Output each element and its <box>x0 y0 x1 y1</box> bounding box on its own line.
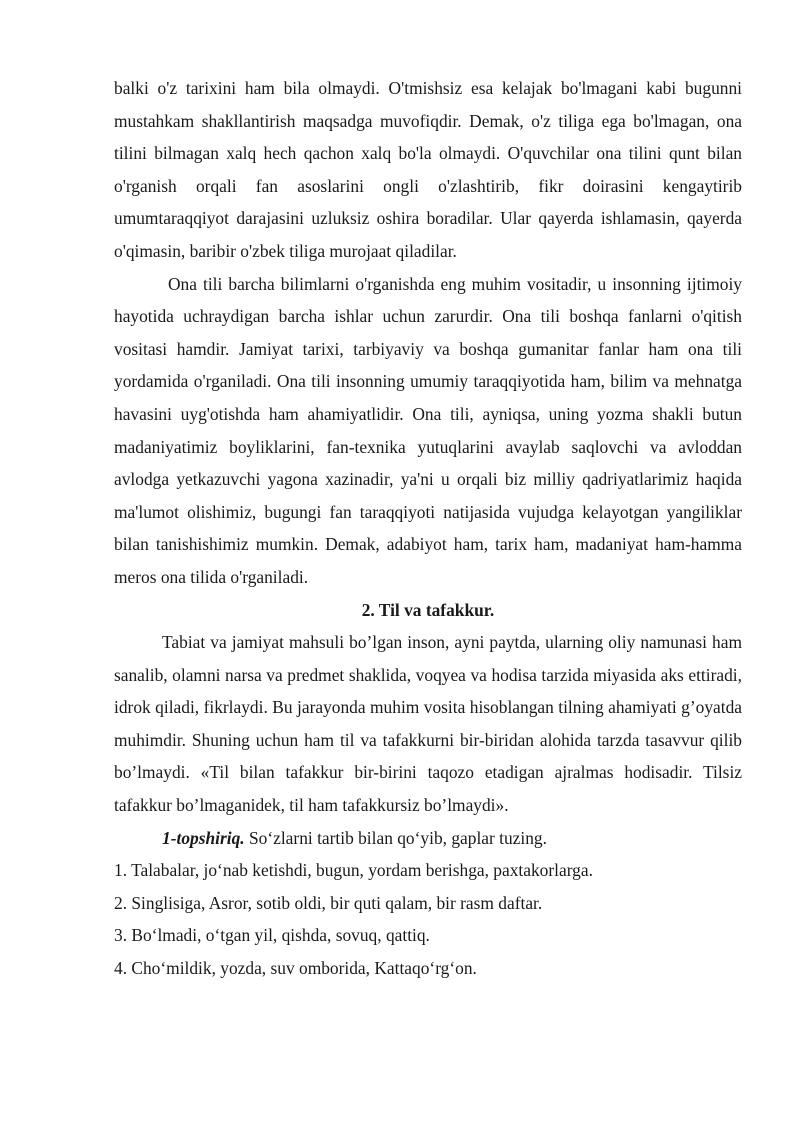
task-line <box>114 822 742 855</box>
section-heading: 2. Til va tafakkur. <box>361 599 495 620</box>
task-item-3: 3. Bo‘lmadi, o‘tgan yil, qishda, sovuq, qattiq. <box>114 925 430 946</box>
document-page <box>114 72 742 985</box>
paragraph-ona-tili: Ona tili barcha bilimlarni o'rganishda eng muhim vositadir, u insonning ijtimoiy hayotida uchraydigan barcha ishlar uchun zarurdir. Ona tili boshqa fanlarni o'qitish vositasi hamdir. Jamiyat tarixi, tarbiyaviy va boshqa gumanitar fanlar ham ona tili yordamida o'rganiladi. Ona tili insonning umumiy taraqqiyotida ham, bilim va mehnatga havasini uyg'otishda ham ahamiyatlidir. Ona tili, ayniqsa, uning yozma shakli butun madaniyatimiz boyliklarini, fan-texnika yutuqlarini avaylab saqlovchi va avloddan avlodga yetkazuvchi yagona xazinadir, ya'ni u orqali biz milliy qadriyatlarimiz haqida ma'lumot olishimiz, bugungi fan taraqqiyoti natijasida vujudga kelayotgan yangiliklar bilan tanishishimiz mumkin. Demak, adabiyot ham, tarix ham, madaniyat ham-hamma meros ona tilida o'rganiladi. <box>114 273 742 587</box>
task-item-1: 1. Talabalar, jo‘nab ketishdi, bugun, yordam berishga, paxtakorlarga. <box>114 860 593 881</box>
paragraph-til-tafakkur: Tabiat va jamiyat mahsuli bo’lgan inson, ayni paytda, ularning oliy namunasi ham sanalib, olamni narsa va predmet shaklida, voqyea va hodisa tarzida miyasida aks ettiradi, idrok qiladi, fikrlaydi. Bu jarayonda muhim vosita hisoblangan tilning ahamiyati g’oyatda muhimdir. Shuning uchun ham til va tafakkurni bir-biridan alohida tarzda tasavvur qilib bo’lmaydi. «Til bilan tafakkur bir-birini taqozo etadigan ajralmas hodisadir. Tilsiz tafakkur bo’lmaganidek, til ham tafakkursiz bo’lmaydi». <box>114 632 742 816</box>
task-title: 1-topshiriq. <box>162 827 245 848</box>
task-item-2: 2. Singlisiga, Asror, sotib oldi, bir quti qalam, bir rasm daftar. <box>114 892 543 913</box>
task-item-4: 4. Cho‘mildik, yozda, suv omborida, Kattaqo‘rg‘on. <box>114 958 477 979</box>
task-instruction: So‘zlarni tartib bilan qo‘yib, gaplar tuzing. <box>244 827 547 848</box>
paragraph-intro: balki o'z tarixini ham bila olmaydi. O'tmishsiz esa kelajak bo'lmagani kabi bugunni mustahkam shakllantirish maqsadga muvofiqdir. Demak, o'z tiliga ega bo'lmagan, ona tilini bilmagan xalq hech qachon xalq bo'la olmaydi. O'quvchilar ona tilini qunt bilan o'rganish orqali fan asoslarini ongli o'zlashtirib, fikr doirasini kengaytirib umumtaraqqiyot darajasini uzluksiz oshira boradilar. Ular qayerda ishlamasin, qayerda o'qimasin, baribir o'zbek tiliga murojaat qiladilar. <box>114 78 742 261</box>
